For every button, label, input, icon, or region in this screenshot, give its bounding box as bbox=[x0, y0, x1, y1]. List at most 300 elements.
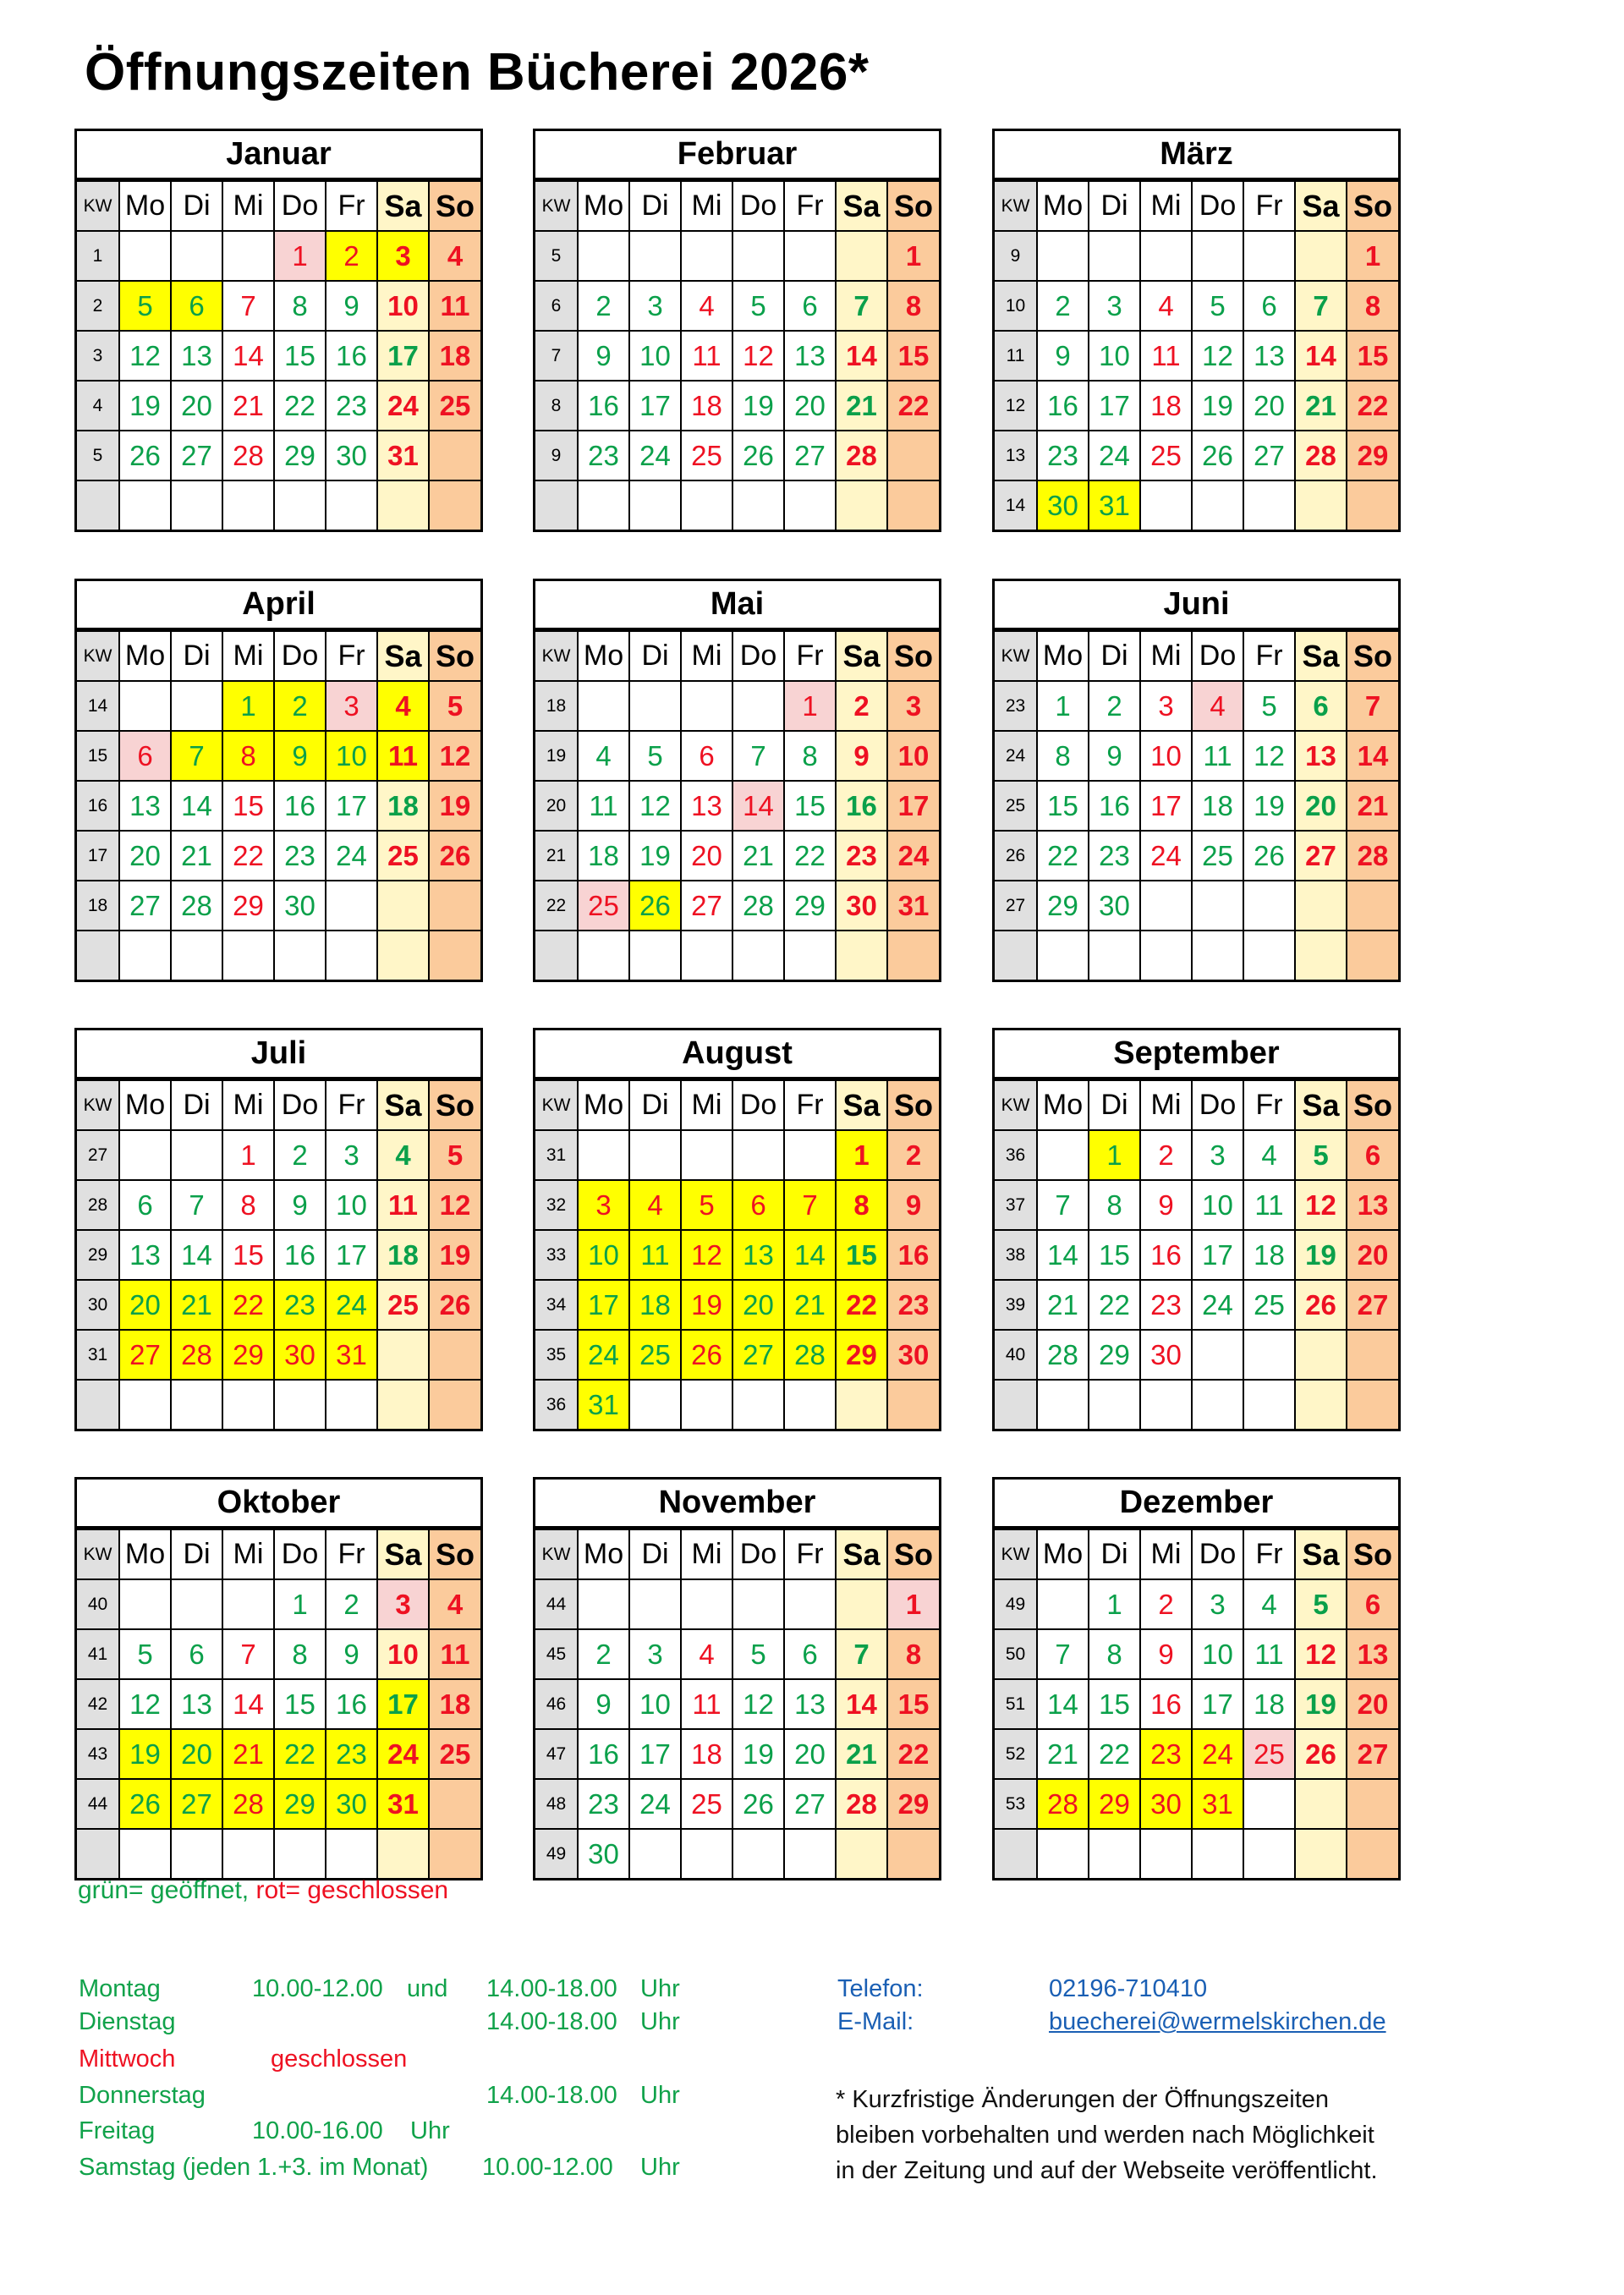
week-number: 34 bbox=[535, 1280, 578, 1330]
day-cell: 25 bbox=[681, 431, 732, 480]
week-number: 36 bbox=[995, 1130, 1037, 1180]
day-cell: 23 bbox=[326, 381, 377, 431]
weekday-header: Do bbox=[1192, 631, 1243, 681]
weekday-header: Sa bbox=[377, 181, 429, 231]
empty-cell bbox=[429, 1829, 480, 1878]
empty-cell bbox=[326, 1829, 377, 1878]
empty-cell bbox=[1295, 881, 1347, 931]
note-line-1: * Kurzfristige Änderungen der Öffnungszeiten bbox=[836, 2086, 1330, 2113]
day-cell: 9 bbox=[326, 1629, 377, 1679]
week-number: 29 bbox=[77, 1230, 119, 1280]
day-cell: 23 bbox=[887, 1280, 939, 1330]
weekday-header: Mo bbox=[1037, 1080, 1089, 1130]
day-cell: 22 bbox=[784, 831, 836, 881]
day-cell: 24 bbox=[1140, 831, 1192, 881]
kw-header: KW bbox=[995, 1080, 1037, 1130]
empty-cell bbox=[171, 1130, 222, 1180]
day-cell: 21 bbox=[1037, 1280, 1089, 1330]
day-cell: 12 bbox=[1243, 731, 1295, 781]
empty-cell bbox=[1243, 231, 1295, 281]
day-cell: 16 bbox=[326, 1679, 377, 1729]
hours-friday-time: 10.00-16.00 bbox=[252, 2117, 383, 2144]
empty-cell bbox=[429, 881, 480, 931]
day-cell: 20 bbox=[1295, 781, 1347, 831]
day-cell: 1 bbox=[784, 681, 836, 731]
empty-cell bbox=[171, 931, 222, 980]
day-cell: 6 bbox=[1295, 681, 1347, 731]
day-cell: 6 bbox=[119, 731, 171, 781]
week-number: 5 bbox=[77, 431, 119, 480]
day-cell: 15 bbox=[1089, 1230, 1140, 1280]
empty-cell bbox=[274, 1380, 326, 1429]
day-cell: 21 bbox=[171, 831, 222, 881]
hours-monday-morning: 10.00-12.00 bbox=[252, 1975, 383, 2002]
weekday-header: Do bbox=[732, 631, 784, 681]
day-cell: 1 bbox=[1037, 681, 1089, 731]
weekday-header: Fr bbox=[784, 181, 836, 231]
empty-cell bbox=[119, 1829, 171, 1878]
day-cell: 26 bbox=[732, 431, 784, 480]
week-number: 23 bbox=[995, 681, 1037, 731]
day-cell: 22 bbox=[1347, 381, 1398, 431]
weekday-header: Do bbox=[732, 181, 784, 231]
hours-saturday-unit: Uhr bbox=[640, 2154, 680, 2181]
day-cell: 24 bbox=[629, 431, 681, 480]
day-cell: 11 bbox=[429, 281, 480, 331]
day-cell: 15 bbox=[1089, 1679, 1140, 1729]
day-cell: 14 bbox=[1037, 1230, 1089, 1280]
day-cell: 10 bbox=[629, 1679, 681, 1729]
week-number bbox=[535, 931, 578, 980]
week-number: 42 bbox=[77, 1679, 119, 1729]
weekday-header: So bbox=[887, 181, 939, 231]
empty-cell bbox=[887, 480, 939, 530]
empty-cell bbox=[784, 1130, 836, 1180]
day-cell: 16 bbox=[578, 381, 629, 431]
weekday-header: Do bbox=[1192, 1529, 1243, 1579]
weekday-header: Mo bbox=[1037, 1529, 1089, 1579]
hours-monday-unit: Uhr bbox=[640, 1975, 680, 2002]
day-cell: 5 bbox=[732, 281, 784, 331]
day-cell: 30 bbox=[1140, 1779, 1192, 1829]
day-cell: 30 bbox=[1037, 480, 1089, 530]
empty-cell bbox=[1140, 480, 1192, 530]
weekday-header: Mi bbox=[681, 1080, 732, 1130]
day-cell: 11 bbox=[1243, 1180, 1295, 1230]
day-cell: 23 bbox=[274, 831, 326, 881]
day-cell: 13 bbox=[171, 331, 222, 381]
month-title: März bbox=[995, 131, 1398, 180]
empty-cell bbox=[681, 1130, 732, 1180]
day-cell: 23 bbox=[1037, 431, 1089, 480]
week-number bbox=[77, 931, 119, 980]
day-cell: 26 bbox=[429, 831, 480, 881]
day-cell: 18 bbox=[377, 781, 429, 831]
day-cell: 21 bbox=[171, 1280, 222, 1330]
empty-cell bbox=[1295, 231, 1347, 281]
day-cell: 1 bbox=[222, 681, 274, 731]
day-cell: 27 bbox=[784, 1779, 836, 1829]
empty-cell bbox=[429, 1330, 480, 1380]
legend bbox=[78, 1876, 448, 1905]
day-cell: 28 bbox=[1037, 1779, 1089, 1829]
month-title: Januar bbox=[77, 131, 480, 180]
month-oktober bbox=[74, 1477, 483, 1880]
week-number: 40 bbox=[77, 1579, 119, 1629]
day-cell: 25 bbox=[1140, 431, 1192, 480]
day-cell: 29 bbox=[1037, 881, 1089, 931]
hours-thursday-label: Donnerstag bbox=[79, 2082, 206, 2109]
hours-monday-afternoon: 14.00-18.00 bbox=[486, 1975, 617, 2002]
empty-cell bbox=[1347, 480, 1398, 530]
day-cell: 31 bbox=[578, 1380, 629, 1429]
hours-saturday-time: 10.00-12.00 bbox=[482, 2154, 613, 2181]
kw-header: KW bbox=[995, 181, 1037, 231]
day-cell: 18 bbox=[681, 1729, 732, 1779]
day-cell: 28 bbox=[784, 1330, 836, 1380]
empty-cell bbox=[1347, 1829, 1398, 1878]
day-cell: 29 bbox=[784, 881, 836, 931]
empty-cell bbox=[1037, 1130, 1089, 1180]
day-cell: 4 bbox=[1140, 281, 1192, 331]
weekday-header: Mo bbox=[119, 181, 171, 231]
day-cell: 4 bbox=[681, 1629, 732, 1679]
empty-cell bbox=[1140, 1829, 1192, 1878]
empty-cell bbox=[1243, 1829, 1295, 1878]
day-cell: 27 bbox=[119, 881, 171, 931]
empty-cell bbox=[629, 681, 681, 731]
empty-cell bbox=[681, 931, 732, 980]
day-cell: 19 bbox=[732, 1729, 784, 1779]
day-cell: 22 bbox=[274, 1729, 326, 1779]
weekday-header: So bbox=[1347, 631, 1398, 681]
empty-cell bbox=[1243, 931, 1295, 980]
empty-cell bbox=[274, 931, 326, 980]
day-cell: 3 bbox=[1192, 1579, 1243, 1629]
week-number: 11 bbox=[995, 331, 1037, 381]
empty-cell bbox=[222, 480, 274, 530]
day-cell: 25 bbox=[1243, 1280, 1295, 1330]
empty-cell bbox=[119, 1380, 171, 1429]
email-link[interactable]: buecherei@wermelskirchen.de bbox=[1049, 2008, 1386, 2035]
day-cell: 12 bbox=[681, 1230, 732, 1280]
empty-cell bbox=[171, 1380, 222, 1429]
weekday-header: Di bbox=[1089, 631, 1140, 681]
day-cell: 24 bbox=[1089, 431, 1140, 480]
day-cell: 1 bbox=[1089, 1130, 1140, 1180]
hours-thursday-time: 14.00-18.00 bbox=[486, 2082, 617, 2109]
empty-cell bbox=[732, 480, 784, 530]
week-number: 18 bbox=[535, 681, 578, 731]
weekday-header: So bbox=[887, 1080, 939, 1130]
day-cell: 23 bbox=[326, 1729, 377, 1779]
empty-cell bbox=[1192, 1829, 1243, 1878]
day-cell: 14 bbox=[1295, 331, 1347, 381]
day-cell: 26 bbox=[1295, 1280, 1347, 1330]
day-cell: 28 bbox=[222, 1779, 274, 1829]
day-cell: 11 bbox=[429, 1629, 480, 1679]
day-cell: 24 bbox=[326, 831, 377, 881]
day-cell: 20 bbox=[732, 1280, 784, 1330]
weekday-header: Fr bbox=[326, 181, 377, 231]
month-title: Februar bbox=[535, 131, 939, 180]
day-cell: 18 bbox=[681, 381, 732, 431]
day-cell: 5 bbox=[119, 281, 171, 331]
day-cell: 14 bbox=[784, 1230, 836, 1280]
day-cell: 27 bbox=[1243, 431, 1295, 480]
weekday-header: Sa bbox=[836, 1529, 887, 1579]
empty-cell bbox=[1140, 1380, 1192, 1429]
weekday-header: Do bbox=[732, 1080, 784, 1130]
empty-cell bbox=[629, 1829, 681, 1878]
day-cell: 23 bbox=[1089, 831, 1140, 881]
empty-cell bbox=[171, 1829, 222, 1878]
day-cell: 12 bbox=[429, 1180, 480, 1230]
week-number: 49 bbox=[995, 1579, 1037, 1629]
day-cell: 7 bbox=[171, 731, 222, 781]
empty-cell bbox=[429, 931, 480, 980]
week-number: 35 bbox=[535, 1330, 578, 1380]
weekday-header: Sa bbox=[377, 631, 429, 681]
day-cell: 14 bbox=[732, 781, 784, 831]
day-cell: 29 bbox=[274, 1779, 326, 1829]
empty-cell bbox=[171, 480, 222, 530]
day-cell: 19 bbox=[119, 1729, 171, 1779]
day-cell: 21 bbox=[222, 1729, 274, 1779]
weekday-header: Fr bbox=[326, 1080, 377, 1130]
weekday-header: Mi bbox=[222, 631, 274, 681]
day-cell: 7 bbox=[1347, 681, 1398, 731]
day-cell: 20 bbox=[119, 1280, 171, 1330]
empty-cell bbox=[732, 931, 784, 980]
day-cell: 25 bbox=[578, 881, 629, 931]
day-cell: 22 bbox=[274, 381, 326, 431]
day-cell: 18 bbox=[429, 1679, 480, 1729]
day-cell: 1 bbox=[274, 231, 326, 281]
note-line-3: in der Zeitung und auf der Webseite veröffentlicht. bbox=[836, 2157, 1378, 2184]
day-cell: 27 bbox=[681, 881, 732, 931]
empty-cell bbox=[1243, 1380, 1295, 1429]
day-cell: 30 bbox=[326, 431, 377, 480]
weekday-header: Sa bbox=[836, 1080, 887, 1130]
day-cell: 6 bbox=[171, 281, 222, 331]
day-cell: 18 bbox=[1243, 1679, 1295, 1729]
week-number: 27 bbox=[77, 1130, 119, 1180]
week-number bbox=[995, 931, 1037, 980]
day-cell: 12 bbox=[629, 781, 681, 831]
day-cell: 16 bbox=[274, 781, 326, 831]
day-cell: 19 bbox=[429, 781, 480, 831]
day-cell: 28 bbox=[836, 1779, 887, 1829]
day-cell: 27 bbox=[1347, 1729, 1398, 1779]
empty-cell bbox=[578, 1579, 629, 1629]
empty-cell bbox=[836, 1579, 887, 1629]
day-cell: 20 bbox=[784, 1729, 836, 1779]
weekday-header: Fr bbox=[1243, 1529, 1295, 1579]
weekday-header: Mi bbox=[1140, 1080, 1192, 1130]
day-cell: 3 bbox=[1140, 681, 1192, 731]
weekday-header: So bbox=[429, 1529, 480, 1579]
day-cell: 30 bbox=[1140, 1330, 1192, 1380]
week-number: 2 bbox=[77, 281, 119, 331]
day-cell: 20 bbox=[1243, 381, 1295, 431]
empty-cell bbox=[784, 231, 836, 281]
day-cell: 2 bbox=[1140, 1579, 1192, 1629]
day-cell: 3 bbox=[1089, 281, 1140, 331]
weekday-header: Sa bbox=[1295, 631, 1347, 681]
week-number: 52 bbox=[995, 1729, 1037, 1779]
day-cell: 9 bbox=[274, 731, 326, 781]
day-cell: 6 bbox=[1347, 1130, 1398, 1180]
day-cell: 27 bbox=[732, 1330, 784, 1380]
week-number: 32 bbox=[535, 1180, 578, 1230]
day-cell: 28 bbox=[171, 1330, 222, 1380]
hours-friday-label: Freitag bbox=[79, 2117, 156, 2144]
week-number: 43 bbox=[77, 1729, 119, 1779]
week-number: 44 bbox=[535, 1579, 578, 1629]
empty-cell bbox=[732, 1130, 784, 1180]
day-cell: 2 bbox=[1140, 1130, 1192, 1180]
day-cell: 18 bbox=[629, 1280, 681, 1330]
day-cell: 22 bbox=[222, 1280, 274, 1330]
empty-cell bbox=[1089, 1380, 1140, 1429]
empty-cell bbox=[732, 681, 784, 731]
day-cell: 12 bbox=[732, 331, 784, 381]
empty-cell bbox=[1295, 1380, 1347, 1429]
day-cell: 30 bbox=[274, 1330, 326, 1380]
day-cell: 16 bbox=[326, 331, 377, 381]
day-cell: 13 bbox=[784, 1679, 836, 1729]
weekday-header: Sa bbox=[1295, 1529, 1347, 1579]
empty-cell bbox=[326, 1380, 377, 1429]
day-cell: 4 bbox=[429, 1579, 480, 1629]
week-number: 40 bbox=[995, 1330, 1037, 1380]
weekday-header: Mo bbox=[119, 631, 171, 681]
empty-cell bbox=[1295, 1330, 1347, 1380]
email-label: E-Mail: bbox=[837, 2008, 914, 2035]
empty-cell bbox=[119, 931, 171, 980]
day-cell: 28 bbox=[171, 881, 222, 931]
week-number: 31 bbox=[77, 1330, 119, 1380]
day-cell: 28 bbox=[1347, 831, 1398, 881]
day-cell: 3 bbox=[887, 681, 939, 731]
day-cell: 7 bbox=[1037, 1180, 1089, 1230]
day-cell: 23 bbox=[578, 1779, 629, 1829]
day-cell: 6 bbox=[1347, 1579, 1398, 1629]
hours-saturday-label: Samstag (jeden 1.+3. im Monat) bbox=[79, 2154, 429, 2181]
day-cell: 21 bbox=[1347, 781, 1398, 831]
day-cell: 24 bbox=[377, 1729, 429, 1779]
empty-cell bbox=[629, 1130, 681, 1180]
day-cell: 18 bbox=[1243, 1230, 1295, 1280]
month-title: November bbox=[535, 1480, 939, 1529]
note-line-2: bleiben vorbehalten und werden nach Möglichkeit bbox=[836, 2122, 1374, 2149]
day-cell: 18 bbox=[377, 1230, 429, 1280]
day-cell: 8 bbox=[1089, 1629, 1140, 1679]
day-cell: 23 bbox=[1140, 1280, 1192, 1330]
empty-cell bbox=[1037, 231, 1089, 281]
weekday-header: Mo bbox=[578, 1529, 629, 1579]
empty-cell bbox=[119, 681, 171, 731]
empty-cell bbox=[629, 1579, 681, 1629]
weekday-header: Do bbox=[1192, 1080, 1243, 1130]
week-number: 39 bbox=[995, 1280, 1037, 1330]
day-cell: 3 bbox=[377, 1579, 429, 1629]
day-cell: 6 bbox=[732, 1180, 784, 1230]
day-cell: 22 bbox=[887, 1729, 939, 1779]
day-cell: 12 bbox=[1192, 331, 1243, 381]
day-cell: 27 bbox=[784, 431, 836, 480]
day-cell: 13 bbox=[1347, 1180, 1398, 1230]
empty-cell bbox=[1295, 480, 1347, 530]
hours-tuesday-unit: Uhr bbox=[640, 2008, 680, 2035]
day-cell: 9 bbox=[578, 331, 629, 381]
weekday-header: Do bbox=[274, 1529, 326, 1579]
weekday-header: Sa bbox=[836, 181, 887, 231]
empty-cell bbox=[784, 1579, 836, 1629]
day-cell: 25 bbox=[429, 1729, 480, 1779]
day-cell: 2 bbox=[578, 281, 629, 331]
weekday-header: So bbox=[887, 631, 939, 681]
day-cell: 8 bbox=[836, 1180, 887, 1230]
day-cell: 12 bbox=[119, 1679, 171, 1729]
month-januar bbox=[74, 129, 483, 532]
day-cell: 1 bbox=[887, 1579, 939, 1629]
week-number: 28 bbox=[77, 1180, 119, 1230]
day-cell: 13 bbox=[1243, 331, 1295, 381]
week-number: 9 bbox=[995, 231, 1037, 281]
weekday-header: Do bbox=[732, 1529, 784, 1579]
empty-cell bbox=[1192, 1330, 1243, 1380]
day-cell: 23 bbox=[578, 431, 629, 480]
weekday-header: Mi bbox=[681, 181, 732, 231]
day-cell: 7 bbox=[836, 1629, 887, 1679]
weekday-header: Mi bbox=[222, 1080, 274, 1130]
day-cell: 11 bbox=[1192, 731, 1243, 781]
day-cell: 7 bbox=[222, 281, 274, 331]
empty-cell bbox=[119, 1579, 171, 1629]
week-number: 3 bbox=[77, 331, 119, 381]
day-cell: 4 bbox=[629, 1180, 681, 1230]
day-cell: 8 bbox=[887, 1629, 939, 1679]
week-number: 46 bbox=[535, 1679, 578, 1729]
month-juni bbox=[992, 579, 1401, 982]
empty-cell bbox=[326, 881, 377, 931]
weekday-header: Sa bbox=[377, 1529, 429, 1579]
day-cell: 11 bbox=[377, 731, 429, 781]
week-number: 47 bbox=[535, 1729, 578, 1779]
weekday-header: Do bbox=[274, 181, 326, 231]
day-cell: 1 bbox=[1089, 1579, 1140, 1629]
empty-cell bbox=[1037, 931, 1089, 980]
day-cell: 25 bbox=[1243, 1729, 1295, 1779]
week-number: 53 bbox=[995, 1779, 1037, 1829]
day-cell: 16 bbox=[1037, 381, 1089, 431]
day-cell: 21 bbox=[1037, 1729, 1089, 1779]
weekday-header: Do bbox=[1192, 181, 1243, 231]
day-cell: 13 bbox=[784, 331, 836, 381]
day-cell: 9 bbox=[1140, 1180, 1192, 1230]
empty-cell bbox=[681, 1380, 732, 1429]
day-cell: 17 bbox=[326, 1230, 377, 1280]
day-cell: 13 bbox=[119, 781, 171, 831]
day-cell: 17 bbox=[1192, 1230, 1243, 1280]
day-cell: 30 bbox=[1089, 881, 1140, 931]
day-cell: 2 bbox=[1037, 281, 1089, 331]
day-cell: 31 bbox=[887, 881, 939, 931]
week-number: 5 bbox=[535, 231, 578, 281]
day-cell: 18 bbox=[1192, 781, 1243, 831]
